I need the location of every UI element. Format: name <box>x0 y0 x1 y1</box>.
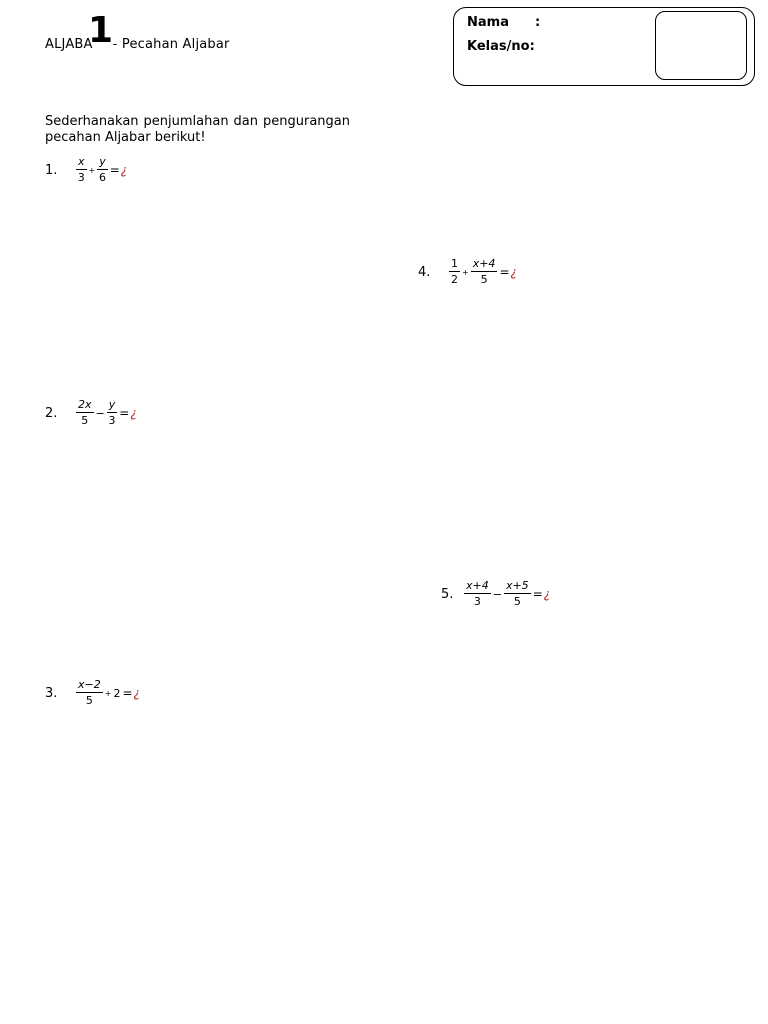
numerator: y <box>108 398 116 411</box>
question-number: 2. <box>45 405 58 421</box>
operator: + <box>88 165 96 175</box>
constant-term: 2 <box>113 686 121 700</box>
worksheet-title <box>45 37 230 52</box>
denominator: 2 <box>451 273 458 286</box>
question-number: 4. <box>418 264 431 280</box>
question-5 <box>441 580 550 608</box>
denominator: 3 <box>473 595 481 608</box>
result-placeholder: ¿ <box>120 163 128 177</box>
fraction <box>97 156 108 184</box>
expression <box>463 580 550 608</box>
expression <box>75 156 127 184</box>
equals-sign: = <box>122 686 133 700</box>
question-number: 1. <box>45 162 58 178</box>
numerator: 2x <box>78 398 92 411</box>
fraction <box>504 580 531 608</box>
equals-sign: = <box>499 265 510 279</box>
question-number: 5. <box>441 586 454 602</box>
operator: − <box>95 406 105 420</box>
denominator: 3 <box>108 414 116 427</box>
denominator: 3 <box>77 171 85 184</box>
question-1 <box>45 156 127 184</box>
denominator: 5 <box>85 694 93 707</box>
result-placeholder: ¿ <box>133 686 140 700</box>
numerator: x+4 <box>472 257 496 270</box>
fraction <box>471 258 498 286</box>
question-number: 3. <box>45 685 58 701</box>
score-box <box>655 11 747 80</box>
fraction <box>449 258 460 286</box>
equals-sign: = <box>109 163 120 177</box>
question-3 <box>45 679 140 707</box>
result-placeholder: ¿ <box>510 265 517 279</box>
title-left: ALJABA <box>45 37 93 52</box>
operator: + <box>104 688 112 698</box>
fraction <box>76 399 94 427</box>
kelas-label: Kelas/no: <box>467 39 535 54</box>
fraction <box>76 156 87 184</box>
numerator: x−2 <box>78 678 101 691</box>
numerator: x+4 <box>466 579 489 592</box>
denominator: 5 <box>480 273 488 286</box>
instruction-text: Sederhanakan penjumlahan dan pengurangan pecahan Aljabar berikut! <box>45 114 350 145</box>
worksheet-number: 1 <box>88 10 114 51</box>
question-4 <box>418 258 517 286</box>
denominator: 5 <box>513 595 521 608</box>
denominator: 6 <box>98 171 106 184</box>
fraction <box>107 399 118 427</box>
equals-sign: = <box>532 587 543 601</box>
fraction <box>76 679 103 707</box>
expression <box>448 258 517 286</box>
nama-label: Nama <box>467 15 509 30</box>
operator: + <box>462 267 469 277</box>
numerator: y <box>99 155 106 168</box>
nama-colon: : <box>535 15 541 30</box>
fraction <box>464 580 491 608</box>
numerator: 1 <box>451 257 458 270</box>
numerator: x <box>78 155 85 168</box>
expression <box>75 399 137 427</box>
title-right: - Pecahan Aljabar <box>112 37 230 52</box>
denominator: 5 <box>81 414 89 427</box>
question-2 <box>45 399 137 427</box>
result-placeholder: ¿ <box>130 406 137 420</box>
equals-sign: = <box>119 406 130 420</box>
expression <box>75 679 140 707</box>
result-placeholder: ¿ <box>543 587 551 601</box>
numerator: x+5 <box>505 579 529 592</box>
operator: − <box>492 587 502 601</box>
